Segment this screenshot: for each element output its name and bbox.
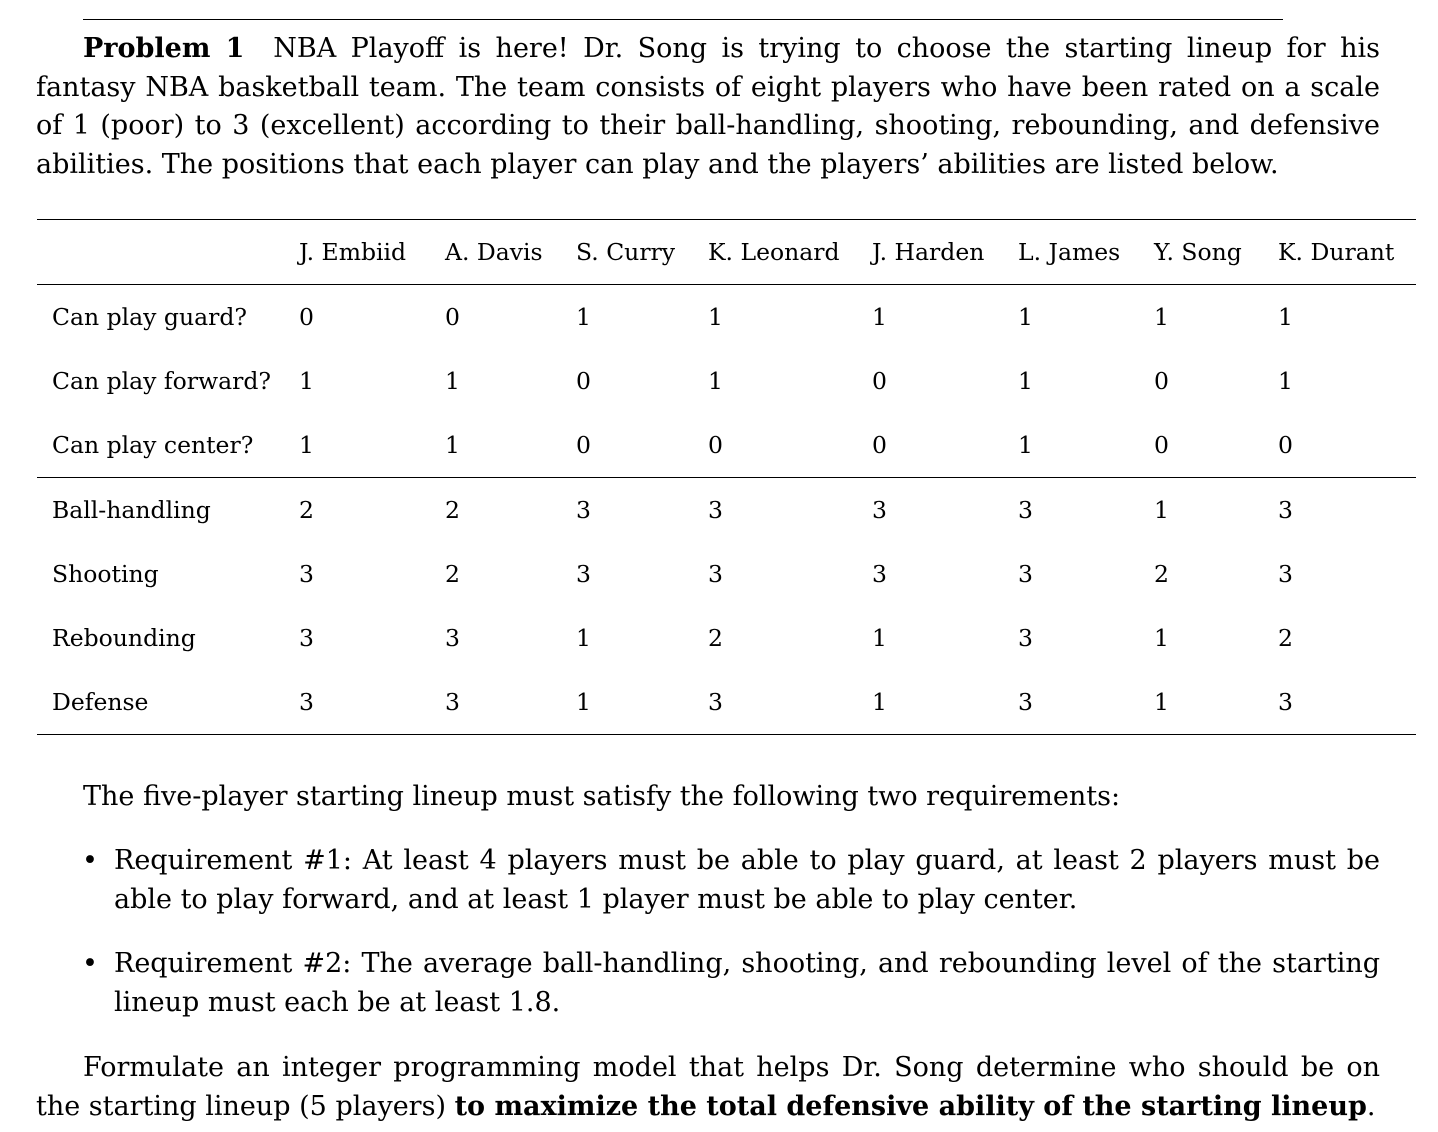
table-cell: 1 <box>576 303 591 331</box>
table-cell: 3 <box>1018 560 1033 588</box>
table-cell: 0 <box>872 431 887 459</box>
header-player: J. Embiid <box>299 220 445 285</box>
row-label: Can play forward? <box>52 367 271 395</box>
table-cell: 2 <box>299 478 445 543</box>
table-row <box>37 670 1416 735</box>
table-cell: 1 <box>708 303 723 331</box>
table-cell: 0 <box>1278 431 1293 459</box>
table-cell: 1 <box>708 367 723 395</box>
table-cell: 3 <box>1018 624 1033 652</box>
table-cell: 2 <box>708 624 723 652</box>
table-cell: 1 <box>1018 367 1033 395</box>
header-player: L. James <box>1018 220 1154 285</box>
final-objective: to maximize the total defensive ability of the starting lineup <box>454 1090 1367 1122</box>
row-label: Shooting <box>52 560 159 588</box>
final-instruction <box>36 1049 1380 1126</box>
table-cell: 2 <box>1154 560 1169 588</box>
table-cell: 1 <box>1278 367 1293 395</box>
header-player: Y. Song <box>1154 220 1278 285</box>
row-label: Defense <box>37 670 299 735</box>
requirement-item <box>36 945 1380 1022</box>
table-cell: 1 <box>445 431 460 459</box>
table-cell: 0 <box>708 431 723 459</box>
table-cell: 0 <box>1154 367 1169 395</box>
bullet-icon: • <box>82 948 98 979</box>
problem-label: Problem 1 <box>83 33 245 64</box>
header-player: S. Curry <box>576 220 708 285</box>
problem-intro <box>36 30 1380 184</box>
table-row <box>37 606 1416 670</box>
table-cell: 2 <box>445 478 576 543</box>
table-cell: 3 <box>1278 670 1416 735</box>
table-cell: 1 <box>872 303 887 331</box>
table-cell: 0 <box>576 367 591 395</box>
table-cell: 0 <box>872 367 887 395</box>
row-label: Ball-handling <box>37 478 299 543</box>
table-cell: 3 <box>872 478 1018 543</box>
table-cell: 1 <box>576 670 708 735</box>
table-cell: 1 <box>1278 303 1293 331</box>
table-cell: 1 <box>872 670 1018 735</box>
table-cell: 1 <box>1154 303 1169 331</box>
table-cell: 3 <box>1278 478 1416 543</box>
table-cell: 3 <box>445 670 576 735</box>
table-row <box>37 478 1416 543</box>
header-empty <box>37 220 299 285</box>
table-cell: 1 <box>576 624 591 652</box>
header-player: A. Davis <box>445 220 576 285</box>
table-cell: 0 <box>445 303 460 331</box>
bullet-icon: • <box>82 845 98 876</box>
problem-text: NBA Playoff is here! Dr. Song is trying to choose the starting lineup for his fantasy NBA basketball team. The team consists of eight players who have been rated on a scale of 1 (poor) to 3 (excellent) according to their ball-handling, shooting, rebounding, and defensive abilities. The positions that each player can play and the players’ abilities are listed below. <box>36 33 1380 180</box>
table-cell: 0 <box>1154 431 1169 459</box>
row-label: Can play guard? <box>52 303 247 331</box>
table-cell: 0 <box>299 303 314 331</box>
table-cell: 3 <box>299 560 314 588</box>
table-cell: 1 <box>1154 478 1278 543</box>
table-cell: 2 <box>445 560 460 588</box>
requirement-text: Requirement #2: The average ball-handling, shooting, and rebounding level of the starting lineup must each be at least 1.8. <box>114 948 1380 1018</box>
table-cell: 1 <box>1154 670 1278 735</box>
table-row <box>37 542 1416 606</box>
table-row <box>37 285 1416 350</box>
table-cell: 2 <box>1278 624 1293 652</box>
table-cell: 1 <box>299 431 314 459</box>
table-row <box>37 413 1416 478</box>
row-label: Rebounding <box>52 624 196 652</box>
table-cell: 3 <box>1018 478 1154 543</box>
table-cell: 3 <box>708 478 872 543</box>
requirement-text: Requirement #1: At least 4 players must be able to play guard, at least 2 players must be able to play forward, and at least 1 player must be able to play center. <box>114 845 1380 915</box>
table-cell: 0 <box>576 431 591 459</box>
final-text: Formulate an integer programming model that helps Dr. Song determine who should be on the starting lineup (5 players) <box>36 1052 1380 1122</box>
header-player: K. Leonard <box>708 220 872 285</box>
table-cell: 3 <box>1278 560 1293 588</box>
header-player: K. Durant <box>1278 220 1416 285</box>
header-player: J. Harden <box>872 220 1018 285</box>
table-cell: 3 <box>576 560 591 588</box>
table-header-row <box>37 220 1416 285</box>
table-cell: 3 <box>299 624 314 652</box>
table-cell: 3 <box>708 560 723 588</box>
table-cell: 3 <box>1018 670 1154 735</box>
table-row <box>37 349 1416 413</box>
table-cell: 1 <box>1018 431 1033 459</box>
table-cell: 3 <box>708 670 872 735</box>
table-cell: 1 <box>1154 624 1169 652</box>
table-cell: 1 <box>1018 303 1033 331</box>
requirements-list <box>36 842 1380 1048</box>
table-cell: 3 <box>576 478 708 543</box>
player-ratings-table <box>37 219 1416 735</box>
table-cell: 1 <box>445 367 460 395</box>
top-rule <box>83 19 1283 20</box>
requirements-intro: The five-player starting lineup must satisfy the following two requirements: <box>83 781 1121 812</box>
table-cell: 3 <box>445 624 460 652</box>
final-period: . <box>1366 1090 1376 1122</box>
table-cell: 1 <box>872 624 887 652</box>
row-label: Can play center? <box>52 431 254 459</box>
requirement-item <box>36 842 1380 919</box>
table-cell: 3 <box>299 670 445 735</box>
table-cell: 3 <box>872 560 887 588</box>
table-cell: 1 <box>299 367 314 395</box>
